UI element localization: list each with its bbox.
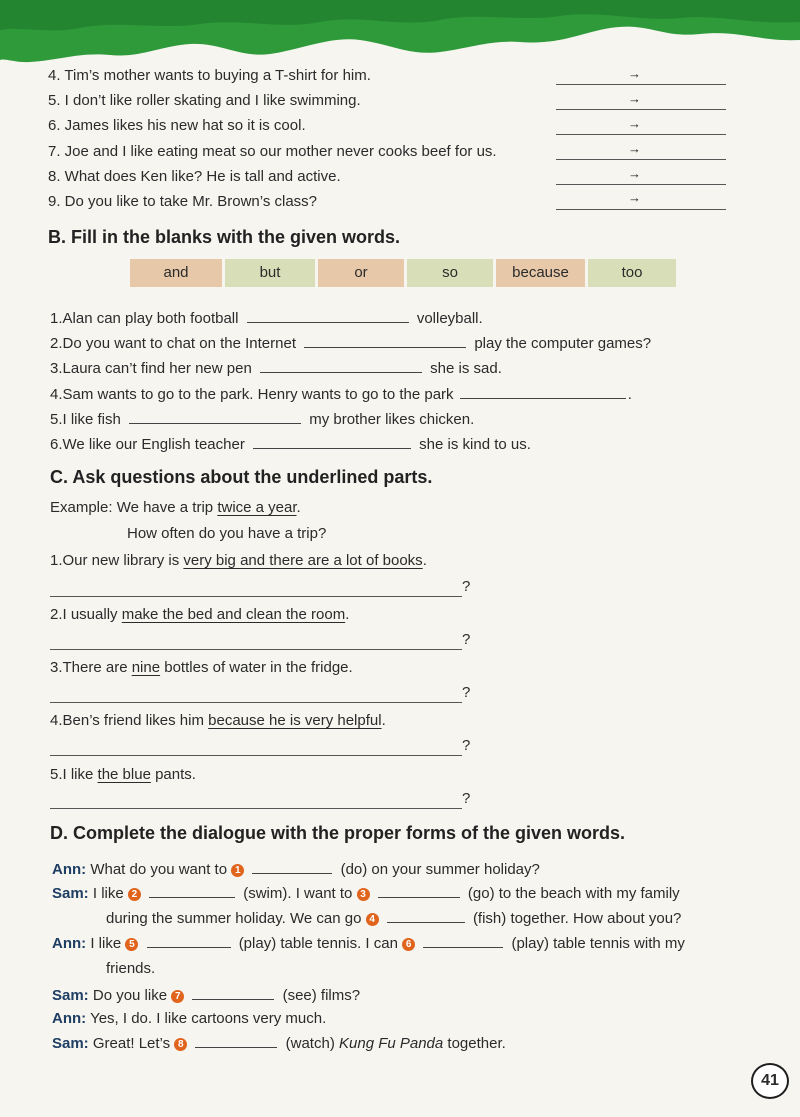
section-a-item-7: 7. Joe and I like eating meat so our mother never cooks beef for us. xyxy=(48,143,497,160)
word-box-because: because xyxy=(496,259,585,287)
item-text: . xyxy=(627,386,632,403)
arrow-icon: → xyxy=(628,166,641,181)
section-a-item-6: 6. James likes his new hat so it is cool. xyxy=(48,117,306,134)
arrow-icon: → xyxy=(628,141,641,156)
blank-line[interactable] xyxy=(149,883,235,898)
dialogue-line-6 xyxy=(52,985,360,1005)
dialogue-line-7 xyxy=(52,1010,326,1028)
item-text: 2.I usually xyxy=(50,606,122,623)
blank-line[interactable] xyxy=(423,933,503,948)
item-text: 1.Alan can play both football xyxy=(50,310,239,327)
answer-line[interactable] xyxy=(50,808,462,809)
underlined-part: the blue xyxy=(97,766,151,783)
answer-line[interactable] xyxy=(50,649,462,650)
blank-line[interactable] xyxy=(253,434,411,449)
section-b-item-1 xyxy=(50,308,483,328)
dialogue-line-2 xyxy=(52,883,680,903)
dialogue-line-4 xyxy=(52,933,685,953)
underlined-part: because he is very helpful xyxy=(208,712,382,729)
blank-number-7: 7 xyxy=(171,990,184,1003)
section-b-item-4 xyxy=(50,384,632,404)
item-text: pants. xyxy=(150,766,196,783)
item-text: my brother likes chicken. xyxy=(309,411,475,428)
header-grass-band xyxy=(0,0,800,70)
blank-number-2: 2 xyxy=(128,888,141,901)
dialogue-text: Great! Let’s xyxy=(92,1035,171,1052)
word-box-too: too xyxy=(588,259,676,287)
underlined-part: very big and there are a lot of books xyxy=(183,552,423,569)
dialogue-line-5 xyxy=(106,960,155,978)
section-a-item-4: 4. Tim’s mother wants to buying a T-shirt for him. xyxy=(48,67,371,84)
blank-line[interactable] xyxy=(260,358,422,373)
dialogue-text: (play) table tennis. I can xyxy=(238,935,398,952)
underlined-part: make the bed and clean the room xyxy=(121,606,346,623)
dialogue-text: (do) on your summer holiday? xyxy=(340,861,540,878)
section-b-item-6 xyxy=(50,434,531,454)
item-text: 1.Our new library is xyxy=(50,552,184,569)
dialogue-text: during the summer holiday. We can go xyxy=(106,910,362,927)
dialogue-text: (watch) xyxy=(285,1035,335,1052)
item-text: she is kind to us. xyxy=(419,436,531,453)
word-box-but: but xyxy=(225,259,315,287)
blank-number-3: 3 xyxy=(357,888,370,901)
word-box-or: or xyxy=(318,259,404,287)
dialogue-text: Do you like xyxy=(92,987,168,1004)
question-mark: ? xyxy=(462,737,471,754)
section-c-item-5 xyxy=(50,766,196,784)
dialogue-line-3 xyxy=(106,908,681,928)
blank-number-1: 1 xyxy=(231,864,244,877)
answer-line[interactable] xyxy=(556,184,726,185)
item-text: 6.We like our English teacher xyxy=(50,436,245,453)
example-text: . xyxy=(296,499,301,516)
answer-line[interactable] xyxy=(556,209,726,210)
arrow-icon: → xyxy=(628,66,641,81)
dialogue-text: What do you want to xyxy=(90,861,228,878)
item-text: 4.Ben’s friend likes him xyxy=(50,712,209,729)
arrow-icon: → xyxy=(628,190,641,205)
section-c-item-1 xyxy=(50,552,427,570)
dialogue-text: I like xyxy=(92,885,124,902)
underlined-part: nine xyxy=(131,659,161,676)
section-a-item-5: 5. I don’t like roller skating and I like swimming. xyxy=(48,92,361,109)
item-text: volleyball. xyxy=(416,310,483,327)
section-b-heading: B. Fill in the blanks with the given words. xyxy=(48,227,401,247)
arrow-icon: → xyxy=(628,91,641,106)
speaker-ann: Ann: xyxy=(52,1010,87,1027)
example-answer: How often do you have a trip? xyxy=(127,525,327,542)
answer-line[interactable] xyxy=(50,596,462,597)
speaker-ann: Ann: xyxy=(52,935,87,952)
dialogue-text: (swim). I want to xyxy=(243,885,353,902)
dialogue-text: (fish) together. How about you? xyxy=(472,910,682,927)
answer-line[interactable] xyxy=(556,134,726,135)
blank-line[interactable] xyxy=(387,908,465,923)
item-text: 5.I like xyxy=(50,766,98,783)
section-c-item-3 xyxy=(50,659,353,677)
answer-line[interactable] xyxy=(556,159,726,160)
blank-number-5: 5 xyxy=(125,938,138,951)
item-text: 3.There are xyxy=(50,659,132,676)
section-c-item-4 xyxy=(50,712,386,730)
example-text: Example: We have a trip xyxy=(50,499,218,516)
blank-line[interactable] xyxy=(195,1033,277,1048)
dialogue-line-1 xyxy=(52,859,540,879)
question-mark: ? xyxy=(462,578,471,595)
dialogue-text: Yes, I do. I like cartoons very much. xyxy=(90,1010,327,1027)
item-text: 5.I like fish xyxy=(50,411,121,428)
item-text: 4.Sam wants to go to the park. Henry wants to go to the park xyxy=(50,386,454,403)
dialogue-text: (go) to the beach with my family xyxy=(467,885,680,902)
item-text: she is sad. xyxy=(430,360,502,377)
section-c-heading: C. Ask questions about the underlined parts. xyxy=(50,467,433,487)
item-text: play the computer games? xyxy=(474,335,652,352)
blank-line[interactable] xyxy=(147,933,231,948)
answer-line[interactable] xyxy=(556,109,726,110)
speaker-ann: Ann: xyxy=(52,861,87,878)
item-text: . xyxy=(422,552,427,569)
blank-number-4: 4 xyxy=(366,913,379,926)
arrow-icon: → xyxy=(628,116,641,131)
dialogue-text: (play) table tennis with my xyxy=(511,935,685,952)
speaker-sam: Sam: xyxy=(52,885,89,902)
word-box-so: so xyxy=(407,259,493,287)
film-title: Kung Fu Panda xyxy=(339,1035,444,1052)
dialogue-text: I like xyxy=(90,935,122,952)
underlined-part: twice a year xyxy=(217,499,297,516)
dialogue-text: friends. xyxy=(106,960,156,977)
blank-line[interactable] xyxy=(460,384,626,399)
section-b-item-2 xyxy=(50,333,651,353)
section-c-item-2 xyxy=(50,606,349,624)
example-question xyxy=(50,499,301,517)
item-text: . xyxy=(345,606,350,623)
speaker-sam: Sam: xyxy=(52,987,89,1004)
dialogue-text: together. xyxy=(447,1035,506,1052)
item-text: . xyxy=(381,712,386,729)
blank-number-6: 6 xyxy=(402,938,415,951)
dialogue-text: (see) films? xyxy=(282,987,361,1004)
section-a-item-8: 8. What does Ken like? He is tall and active. xyxy=(48,168,341,185)
blank-number-8: 8 xyxy=(174,1038,187,1051)
item-text: 2.Do you want to chat on the Internet xyxy=(50,335,296,352)
blank-line[interactable] xyxy=(192,985,274,1000)
blank-line[interactable] xyxy=(247,308,409,323)
blank-line[interactable] xyxy=(304,333,466,348)
blank-line[interactable] xyxy=(252,859,332,874)
section-d-heading: D. Complete the dialogue with the proper forms of the given words. xyxy=(50,823,626,843)
section-b-item-5 xyxy=(50,409,474,429)
question-mark: ? xyxy=(462,631,471,648)
answer-line[interactable] xyxy=(50,755,462,756)
section-a-item-9: 9. Do you like to take Mr. Brown’s class? xyxy=(48,193,318,210)
page-number: 41 xyxy=(751,1063,789,1099)
question-mark: ? xyxy=(462,790,471,807)
speaker-sam: Sam: xyxy=(52,1035,89,1052)
blank-line[interactable] xyxy=(129,409,301,424)
blank-line[interactable] xyxy=(378,883,460,898)
dialogue-line-8 xyxy=(52,1033,506,1053)
answer-line[interactable] xyxy=(556,84,726,85)
item-text: 3.Laura can’t find her new pen xyxy=(50,360,252,377)
word-box-and: and xyxy=(130,259,222,287)
question-mark: ? xyxy=(462,684,471,701)
section-b-item-3 xyxy=(50,358,502,378)
answer-line[interactable] xyxy=(50,702,462,703)
item-text: bottles of water in the fridge. xyxy=(160,659,353,676)
